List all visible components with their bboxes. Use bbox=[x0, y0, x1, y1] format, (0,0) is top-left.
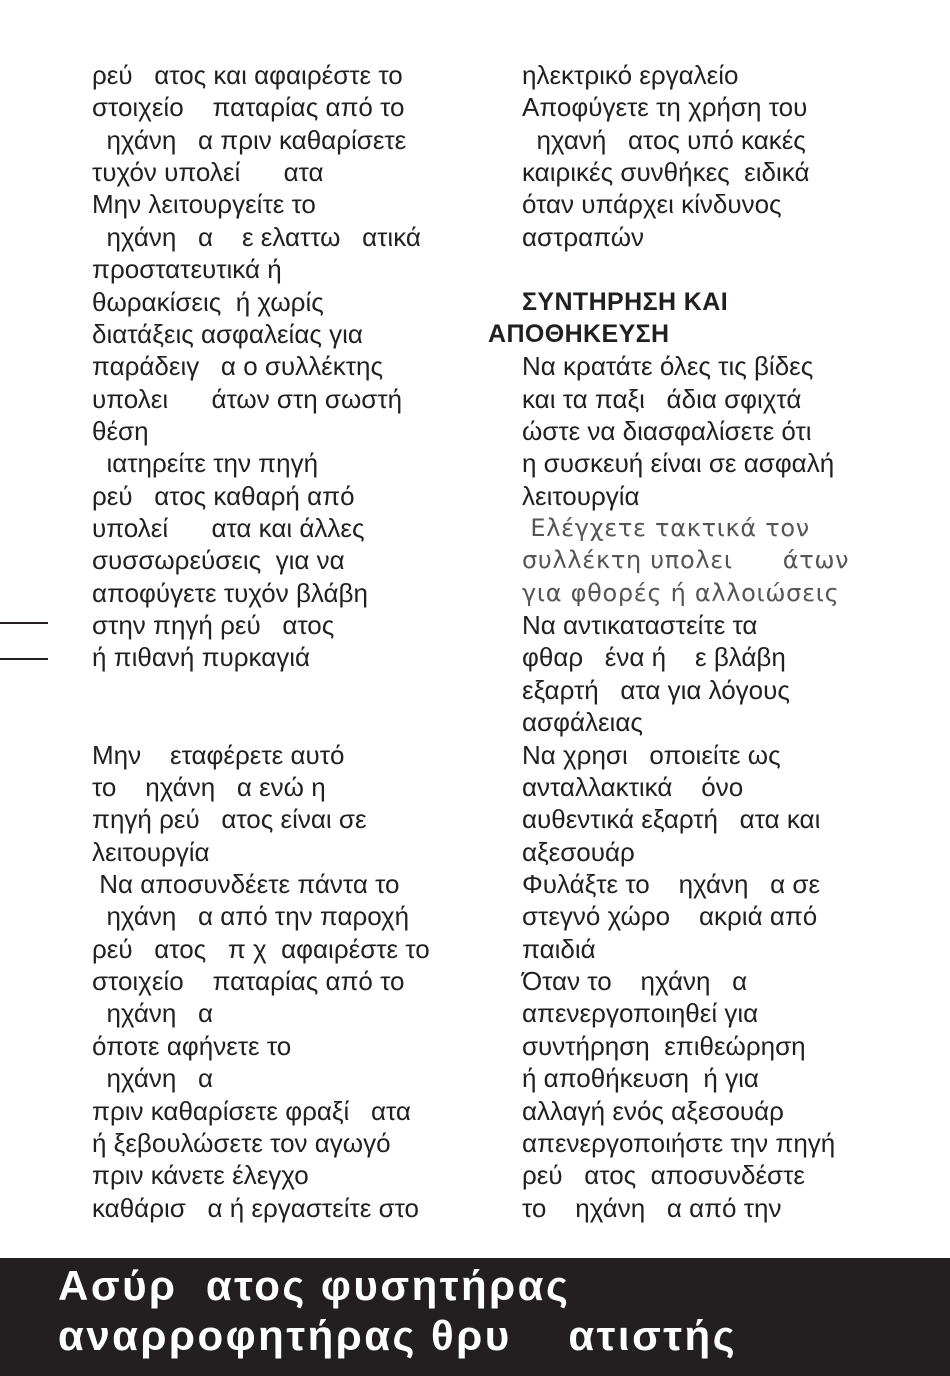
gray-note-block bbox=[522, 512, 942, 609]
text-line: πριν κάνετε έλεγχο bbox=[92, 1160, 309, 1191]
text-line: Αποφύγετε τη χρήση του bbox=[522, 92, 808, 123]
text-line: ή ξεβουλώσετε τον αγωγό bbox=[92, 1127, 391, 1158]
text-line: συντήρηση επιθεώρηση bbox=[522, 1030, 806, 1061]
text-line: και τα παξι άδια σφιχτά bbox=[522, 383, 802, 414]
text-line: ή πιθανή πυρκαγιά bbox=[92, 642, 311, 673]
text-line: απενεργοποιηθεί για bbox=[522, 998, 759, 1029]
text-line: ηχανή ατος υπό κακές bbox=[522, 124, 806, 155]
right-text-column bbox=[488, 59, 942, 1224]
product-title-line-2: αναρροφητήρας θρυ ατιστής bbox=[58, 1312, 738, 1359]
text-line: αυθεντικά εξαρτή ατα και bbox=[522, 804, 821, 835]
text-line: Να αντικαταστείτε τα bbox=[522, 610, 758, 641]
text-line: τυχόν υπολεί ατα bbox=[92, 157, 324, 188]
heading-line: ΣΥΝΤΗΡΗΣΗ ΚΑΙ bbox=[522, 287, 729, 316]
margin-mark-top bbox=[0, 622, 48, 624]
text-line: θωρακίσεις ή χωρίς bbox=[92, 286, 324, 317]
section-heading bbox=[488, 286, 942, 351]
left-paragraph-block-2 bbox=[92, 739, 502, 1224]
text-line: ρεύ ατος π χ αφαιρέστε το bbox=[92, 933, 430, 964]
text-line: θέση bbox=[92, 415, 149, 446]
text-line: λειτουργία bbox=[522, 480, 640, 511]
text-line: Όταν το ηχάνη α bbox=[522, 966, 748, 997]
text-line: το ηχάνη α από την bbox=[522, 1192, 782, 1223]
text-line: καιρικές συνθήκες ειδικά bbox=[522, 157, 810, 188]
margin-mark-bottom bbox=[0, 658, 48, 660]
right-paragraph-block-3 bbox=[522, 609, 942, 1224]
text-line: στεγνό χώρο ακριά από bbox=[522, 901, 818, 932]
text-line: ηχάνη α από την παροχή bbox=[92, 901, 410, 932]
text-line: υπολει άτων στη σωστή bbox=[92, 383, 403, 414]
text-line: Να κρατάτε όλες τις βίδες bbox=[522, 351, 814, 382]
paragraph-spacer bbox=[522, 253, 942, 285]
text-line: αξεσουάρ bbox=[522, 836, 635, 867]
text-line: η συσκευή είναι σε ασφαλή bbox=[522, 448, 835, 479]
product-title-line-1: Ασύρ ατος φυσητήρας bbox=[58, 1262, 571, 1309]
text-line: ηχάνη α bbox=[92, 998, 214, 1029]
text-line: Μην εταφέρετε αυτό bbox=[92, 739, 345, 770]
text-line: αλλαγή ενός αξεσουάρ bbox=[522, 1095, 784, 1126]
text-line: διατάξεις ασφαλείας για bbox=[92, 318, 363, 349]
paragraph-spacer bbox=[92, 674, 502, 739]
text-line: φθαρ ένα ή ε βλάβη bbox=[522, 642, 786, 673]
footer-band bbox=[0, 1258, 950, 1376]
note-line: συλλέκτη υπολει άτων bbox=[522, 546, 850, 575]
heading-line: ΑΠΟΘΗΚΕΥΣΗ bbox=[488, 319, 670, 348]
text-line: πηγή ρεύ ατος είναι σε bbox=[92, 804, 367, 835]
right-paragraph-block-1 bbox=[522, 59, 942, 253]
left-text-column bbox=[92, 59, 502, 1224]
text-line: το ηχάνη α ενώ η bbox=[92, 771, 326, 802]
text-line: ή αποθήκευση ή για bbox=[522, 1063, 759, 1094]
text-line: ηχάνη α ε ελαττω ατικά bbox=[92, 221, 421, 252]
text-line: στοιχείο παταρίας από το bbox=[92, 966, 405, 997]
text-line: παράδειγ α ο συλλέκτης bbox=[92, 351, 383, 382]
text-line: όταν υπάρχει κίνδυνος bbox=[522, 189, 782, 220]
text-line: Να αποσυνδέετε πάντα το bbox=[92, 869, 400, 899]
text-line: απενεργοποιήστε την πηγή bbox=[522, 1127, 836, 1158]
text-line: πριν καθαρίσετε φραξί ατα bbox=[92, 1095, 411, 1126]
text-line: ανταλλακτικά όνο bbox=[522, 771, 744, 802]
text-line: Μην λειτουργείτε το bbox=[92, 189, 316, 220]
text-line: εξαρτή ατα για λόγους bbox=[522, 674, 790, 705]
text-line: παιδιά bbox=[522, 933, 596, 964]
text-line: ηχάνη α bbox=[92, 1063, 214, 1094]
text-line: ηλεκτρικό εργαλείο bbox=[522, 60, 739, 90]
text-line: στην πηγή ρεύ ατος bbox=[92, 610, 335, 641]
text-line: Να χρησι οποιείτε ως bbox=[522, 739, 781, 770]
text-line: αποφύγετε τυχόν βλάβη bbox=[92, 577, 368, 608]
text-line: ώστε να διασφαλίσετε ότι bbox=[522, 415, 812, 446]
text-line: ρεύ ατος αποσυνδέστε bbox=[522, 1160, 805, 1191]
text-line: λειτουργία bbox=[92, 836, 210, 867]
text-line: στοιχείο παταρίας από το bbox=[92, 92, 405, 123]
note-line: για φθορές ή αλλοιώσεις bbox=[522, 578, 840, 607]
text-line: υπολεί ατα και άλλες bbox=[92, 513, 365, 544]
text-line: ρεύ ατος καθαρή από bbox=[92, 480, 355, 511]
text-line: ασφάλειας bbox=[522, 707, 643, 738]
text-line: όποτε αφήνετε το bbox=[92, 1030, 292, 1061]
text-line: Φυλάξτε το ηχάνη α σε bbox=[522, 868, 821, 899]
text-line: ηχάνη α πριν καθαρίσετε bbox=[92, 124, 407, 155]
text-line: αστραπών bbox=[522, 221, 645, 252]
text-line: συσσωρεύσεις για να bbox=[92, 545, 345, 576]
text-line: ιατηρείτε την πηγή bbox=[92, 448, 319, 479]
right-paragraph-block-2 bbox=[522, 350, 942, 512]
left-paragraph-block-1 bbox=[92, 59, 502, 674]
text-line: ρεύ ατος και αφαιρέστε το bbox=[92, 60, 403, 90]
text-line: καθάρισ α ή εργαστείτε στο bbox=[92, 1192, 420, 1223]
text-line: προστατευτικά ή bbox=[92, 254, 282, 285]
note-line: Ελέγχετε τακτικά τον bbox=[522, 514, 810, 543]
product-title bbox=[58, 1261, 737, 1361]
